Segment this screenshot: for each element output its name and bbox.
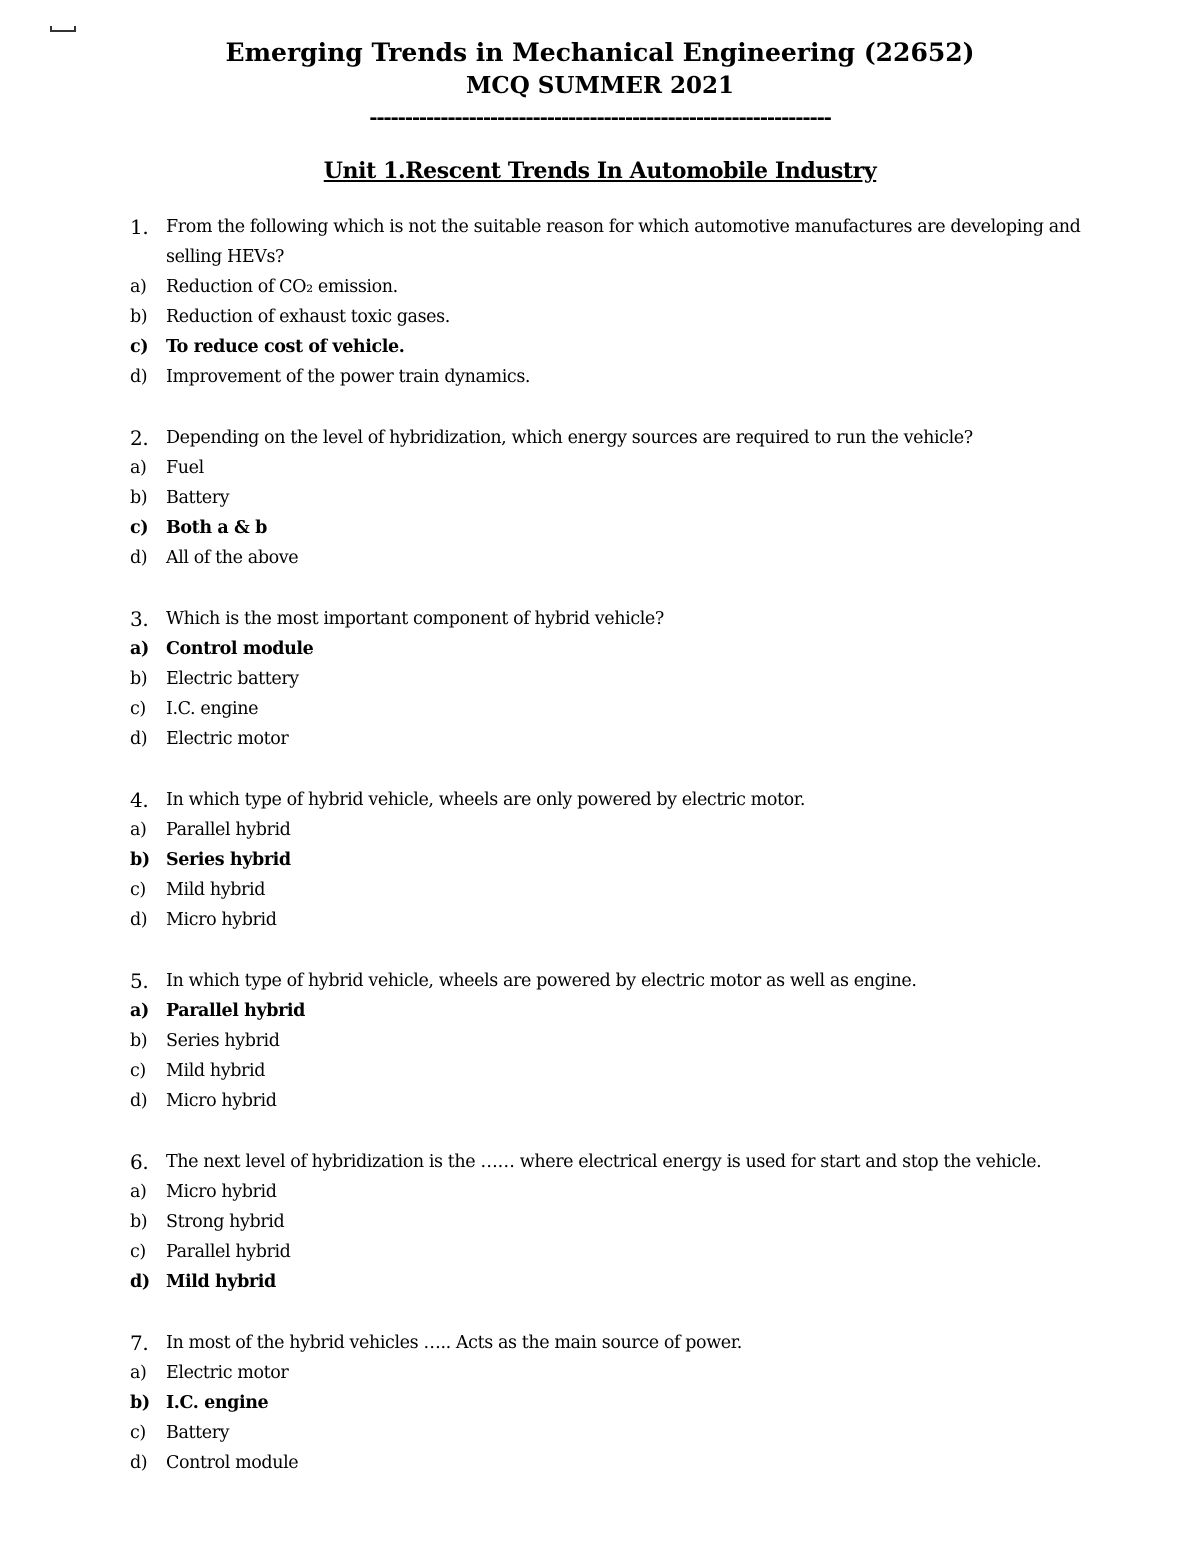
answer-option bbox=[130, 1177, 1090, 1207]
option-letter: c) bbox=[130, 1061, 146, 1081]
answer-option bbox=[130, 815, 1090, 845]
option-letter: b) bbox=[130, 307, 148, 327]
option-text: Improvement of the power train dynamics. bbox=[166, 367, 531, 387]
answer-option bbox=[130, 483, 1090, 513]
answer-option bbox=[130, 543, 1090, 573]
question-stem bbox=[130, 604, 1090, 634]
option-text: Parallel hybrid bbox=[166, 1001, 305, 1021]
option-letter: d) bbox=[130, 1272, 150, 1292]
option-letter: b) bbox=[130, 1031, 148, 1051]
question-text: From the following which is not the suitable reason for which automotive manufactures are developing and selling HEVs? bbox=[166, 217, 1081, 267]
question-text: Depending on the level of hybridization, which energy sources are required to run the vehicle? bbox=[166, 428, 973, 448]
option-letter: c) bbox=[130, 337, 149, 357]
answer-option-correct bbox=[130, 513, 1090, 543]
option-text: Electric battery bbox=[166, 669, 299, 689]
option-text: Control module bbox=[166, 1453, 299, 1473]
question-text: In most of the hybrid vehicles ….. Acts as the main source of power. bbox=[166, 1333, 742, 1353]
option-letter: b) bbox=[130, 669, 148, 689]
option-letter: a) bbox=[130, 820, 147, 840]
question-stem bbox=[130, 966, 1090, 996]
answer-option-correct bbox=[130, 845, 1090, 875]
answer-option bbox=[130, 905, 1090, 935]
question-stem bbox=[130, 1328, 1090, 1358]
question-item bbox=[130, 423, 1090, 573]
question-item bbox=[130, 1147, 1090, 1297]
question-text: Which is the most important component of hybrid vehicle? bbox=[166, 609, 664, 629]
question-number: 7. bbox=[130, 1331, 149, 1355]
option-letter: c) bbox=[130, 880, 146, 900]
option-letter: d) bbox=[130, 1091, 148, 1111]
option-text: Series hybrid bbox=[166, 1031, 280, 1051]
answer-option bbox=[130, 1448, 1090, 1478]
option-letter: a) bbox=[130, 1001, 149, 1021]
option-letter: d) bbox=[130, 1453, 148, 1473]
question-stem bbox=[130, 1147, 1090, 1177]
option-letter: a) bbox=[130, 639, 149, 659]
question-item bbox=[130, 1328, 1090, 1478]
option-text: Parallel hybrid bbox=[166, 820, 291, 840]
answer-option bbox=[130, 875, 1090, 905]
answer-option bbox=[130, 724, 1090, 754]
question-item bbox=[130, 785, 1090, 935]
answer-option bbox=[130, 664, 1090, 694]
answer-option bbox=[130, 1086, 1090, 1116]
option-letter: d) bbox=[130, 910, 148, 930]
option-letter: a) bbox=[130, 277, 147, 297]
question-number: 5. bbox=[130, 969, 149, 993]
answer-option bbox=[130, 694, 1090, 724]
answer-option bbox=[130, 1056, 1090, 1086]
answer-option bbox=[130, 362, 1090, 392]
option-letter: c) bbox=[130, 1242, 146, 1262]
option-text: Mild hybrid bbox=[166, 1061, 266, 1081]
answer-option-correct bbox=[130, 634, 1090, 664]
option-letter: b) bbox=[130, 1393, 150, 1413]
answer-option bbox=[130, 1207, 1090, 1237]
answer-option bbox=[130, 1418, 1090, 1448]
question-item bbox=[130, 604, 1090, 754]
option-letter: b) bbox=[130, 488, 148, 508]
option-letter: c) bbox=[130, 1423, 146, 1443]
option-text: Reduction of exhaust toxic gases. bbox=[166, 307, 450, 327]
option-letter: b) bbox=[130, 850, 150, 870]
document-header bbox=[0, 36, 1200, 132]
option-text: Reduction of CO₂ emission. bbox=[166, 277, 398, 297]
answer-option-correct bbox=[130, 1388, 1090, 1418]
option-text: Control module bbox=[166, 639, 314, 659]
question-stem bbox=[130, 212, 1090, 272]
option-letter: c) bbox=[130, 518, 149, 538]
option-text: Electric motor bbox=[166, 1363, 289, 1383]
option-text: Fuel bbox=[166, 458, 204, 478]
document-title: Emerging Trends in Mechanical Engineering (22652) bbox=[225, 38, 975, 67]
option-text: Mild hybrid bbox=[166, 880, 266, 900]
answer-option bbox=[130, 1026, 1090, 1056]
option-letter: c) bbox=[130, 699, 146, 719]
option-text: Electric motor bbox=[166, 729, 289, 749]
option-letter: d) bbox=[130, 548, 148, 568]
option-text: All of the above bbox=[166, 548, 299, 568]
question-stem bbox=[130, 423, 1090, 453]
option-text: I.C. engine bbox=[166, 699, 259, 719]
answer-option bbox=[130, 453, 1090, 483]
question-number: 1. bbox=[130, 215, 149, 239]
option-letter: a) bbox=[130, 1182, 147, 1202]
answer-option bbox=[130, 302, 1090, 332]
option-text: Both a & b bbox=[166, 518, 267, 538]
option-text: Battery bbox=[166, 1423, 230, 1443]
header-divider: ----------------------------------------------------------------- bbox=[369, 105, 831, 129]
option-text: Series hybrid bbox=[166, 850, 291, 870]
option-letter: d) bbox=[130, 729, 148, 749]
option-letter: d) bbox=[130, 367, 148, 387]
question-number: 4. bbox=[130, 788, 149, 812]
option-text: Micro hybrid bbox=[166, 1182, 277, 1202]
option-text: Battery bbox=[166, 488, 230, 508]
question-text: In which type of hybrid vehicle, wheels are powered by electric motor as well as engine. bbox=[166, 971, 917, 991]
answer-option-correct bbox=[130, 1267, 1090, 1297]
question-text: The next level of hybridization is the …… where electrical energy is used for start and stop the vehicle. bbox=[166, 1152, 1042, 1172]
question-number: 2. bbox=[130, 426, 149, 450]
question-text: In which type of hybrid vehicle, wheels are only powered by electric motor. bbox=[166, 790, 805, 810]
answer-option bbox=[130, 1237, 1090, 1267]
option-text: Parallel hybrid bbox=[166, 1242, 291, 1262]
unit-heading: Unit 1.Rescent Trends In Automobile Industry bbox=[323, 158, 877, 184]
option-letter: b) bbox=[130, 1212, 148, 1232]
answer-option-correct bbox=[130, 332, 1090, 362]
option-text: I.C. engine bbox=[166, 1393, 269, 1413]
answer-option bbox=[130, 272, 1090, 302]
option-text: Mild hybrid bbox=[166, 1272, 276, 1292]
question-stem bbox=[130, 785, 1090, 815]
option-letter: a) bbox=[130, 1363, 147, 1383]
question-item bbox=[130, 966, 1090, 1116]
option-text: Strong hybrid bbox=[166, 1212, 285, 1232]
question-list bbox=[130, 212, 1090, 1509]
answer-option bbox=[130, 1358, 1090, 1388]
question-item bbox=[130, 212, 1090, 392]
document-subtitle: MCQ SUMMER 2021 bbox=[465, 72, 735, 99]
option-text: To reduce cost of vehicle. bbox=[166, 337, 405, 357]
question-number: 3. bbox=[130, 607, 149, 631]
option-letter: a) bbox=[130, 458, 147, 478]
question-number: 6. bbox=[130, 1150, 149, 1174]
corner-crop-mark bbox=[50, 26, 76, 32]
answer-option-correct bbox=[130, 996, 1090, 1026]
option-text: Micro hybrid bbox=[166, 910, 277, 930]
option-text: Micro hybrid bbox=[166, 1091, 277, 1111]
